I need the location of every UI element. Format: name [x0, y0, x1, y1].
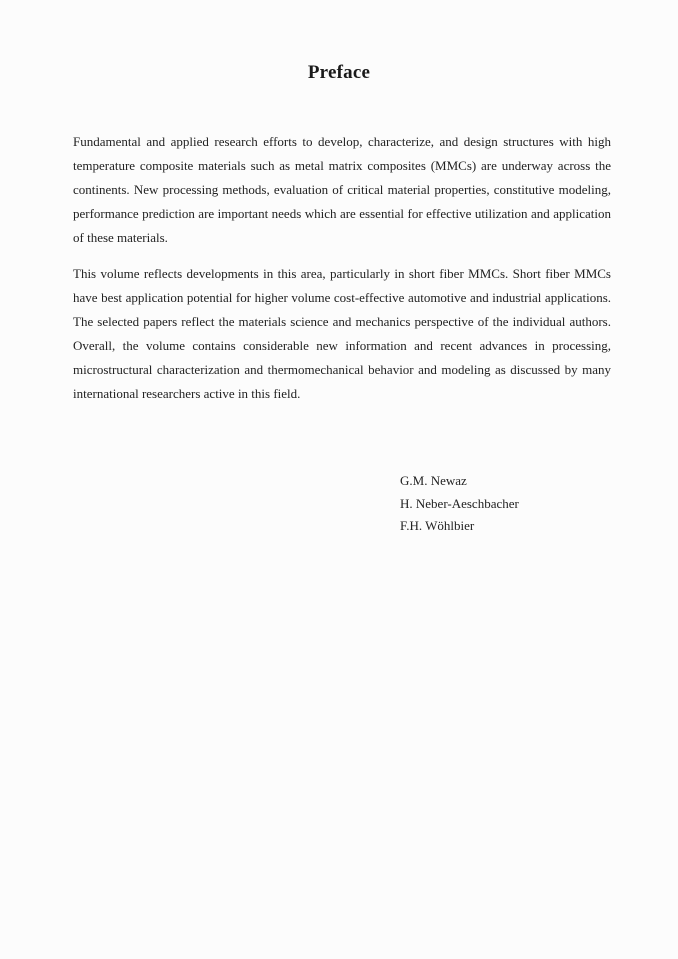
author-signatures — [400, 470, 519, 538]
page-title: Preface — [307, 62, 371, 83]
preface-body — [73, 130, 611, 418]
author-name: F.H. Wöhlbier — [400, 518, 475, 533]
paragraph-1: Fundamental and applied research efforts to develop, characterize, and design structures with high temperature composite materials such as metal matrix composites (MMCs) are underway across the continents. New processing methods, evaluation of critical material properties, constitutive modeling, performance prediction are important needs which are essential for effective utilization and application of these materials. — [73, 134, 611, 245]
author-name: G.M. Newaz — [400, 473, 467, 488]
author-name: H. Neber-Aeschbacher — [400, 495, 519, 511]
paragraph-2: This volume reflects developments in this area, particularly in short fiber MMCs. Short fiber MMCs have best application potential for higher volume cost-effective automotive and industrial applications. The selected papers reflect the materials science and mechanics perspective of the individual authors. Overall, the volume contains considerable new information and recent advances in processing, microstructural characterization and thermomechanical behavior and modeling as discussed by many international researchers active in this field. — [73, 266, 611, 401]
